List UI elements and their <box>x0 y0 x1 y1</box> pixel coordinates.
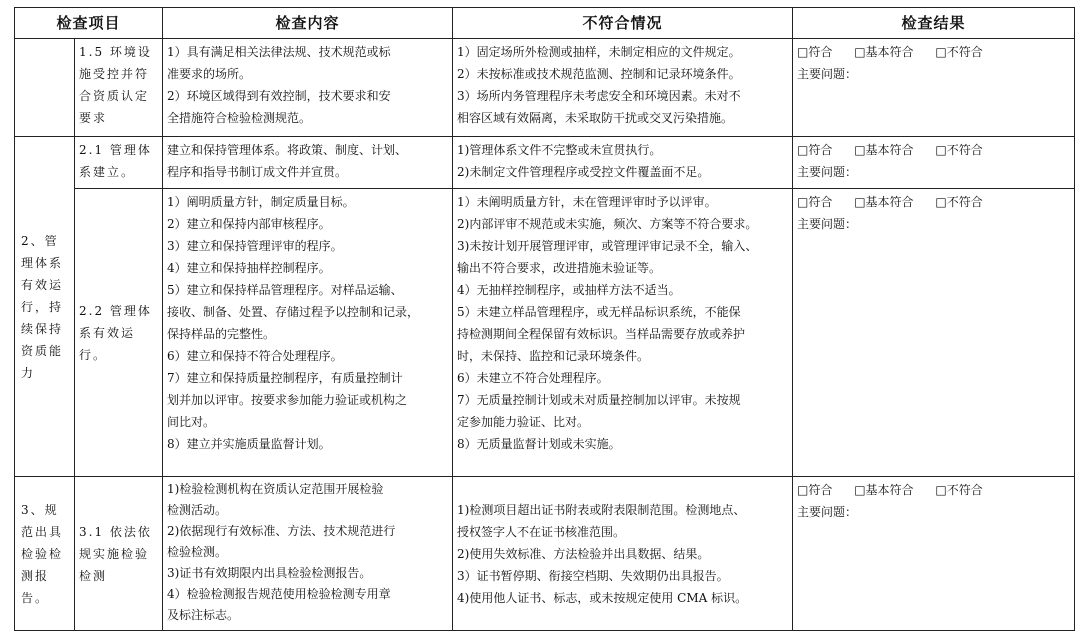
header-row <box>15 8 1075 39</box>
nonconformity-line: 时，未保持、监控和记录环境条件。 <box>457 349 650 363</box>
content-line: 1）阐明质量方针，制定质量目标。 <box>167 195 355 209</box>
option-conform[interactable]: □符合 <box>797 195 833 209</box>
issue-label: 主要问题： <box>797 67 858 81</box>
header-result: 检查结果 <box>793 8 1075 39</box>
content-line: 检测活动。 <box>167 503 228 517</box>
table-row <box>15 189 1075 477</box>
content-line: 3）建立和保持管理评审的程序。 <box>167 239 343 253</box>
content-cell <box>163 189 453 477</box>
option-conform[interactable]: □符合 <box>797 45 833 59</box>
result-cell <box>793 477 1075 631</box>
content-line: 6）建立和保持不符合处理程序。 <box>167 349 343 363</box>
option-conform[interactable]: □符合 <box>797 483 833 497</box>
table-row <box>15 39 1075 137</box>
content-line: 接收、制备、处置、存储过程予以控制和记录， <box>167 305 420 319</box>
subitem-cell: 2.2 管理体系有效运行。 <box>75 189 163 477</box>
nonconformity-line: 6）未建立不符合处理程序。 <box>457 371 609 385</box>
nonconformity-line: 持检测期间全程保留有效标识。当样品需要存放或养护 <box>457 327 746 341</box>
content-line: 间比对。 <box>167 415 216 429</box>
nonconformity-line: 授权签字人不在证书核准范围。 <box>457 524 626 539</box>
nonconformity-line: 1)管理体系文件不完整或未宣贯执行。 <box>457 143 662 157</box>
nonconformity-line: 1）未阐明质量方针，未在管理评审时予以评审。 <box>457 195 717 209</box>
nonconformity-line: 定参加能力验证、比对。 <box>457 415 590 429</box>
subitem-cell: 1.5 环境设施受控并符合资质认定要求 <box>75 39 163 137</box>
issue-label: 主要问题： <box>797 505 858 519</box>
content-cell <box>163 39 453 137</box>
option-basic-conform[interactable]: □基本符合 <box>854 45 914 59</box>
nonconformity-line: 2)未制定文件管理程序或受控文件覆盖面不足。 <box>457 165 710 179</box>
nonconformity-line: 3）场所内务管理程序未考虑安全和环境因素。未对不 <box>457 89 741 103</box>
issue-label: 主要问题： <box>797 165 858 179</box>
content-line: 4）建立和保持抽样控制程序。 <box>167 261 331 275</box>
content-line: 保持样品的完整性。 <box>167 327 276 341</box>
option-conform[interactable]: □符合 <box>797 143 833 157</box>
content-cell <box>163 477 453 631</box>
content-line: 程序和指导书制订成文件并宣贯。 <box>167 165 348 179</box>
inspection-table <box>14 7 1075 631</box>
category-cell: 3、规范出具检验检测报告。 <box>15 477 75 631</box>
content-line: 1）具有满足相关法律法规、技术规范或标 <box>167 45 391 59</box>
result-cell <box>793 39 1075 137</box>
content-line: 及标注标志。 <box>167 608 240 622</box>
content-line: 准要求的场所。 <box>167 67 252 81</box>
option-basic-conform[interactable]: □基本符合 <box>854 143 914 157</box>
content-line: 划并加以评审。按要求参加能力验证或机构之 <box>167 393 408 407</box>
header-content: 检查内容 <box>163 8 453 39</box>
nonconformity-line: 1)检测项目超出证书附表或附表限制范围。检测地点、 <box>457 502 746 517</box>
nonconformity-cell <box>453 477 793 631</box>
content-line: 1)检验检测机构在资质认定范围开展检验 <box>167 482 384 496</box>
nonconformity-line: 相容区域有效隔离，未采取防干扰或交叉污染措施。 <box>457 111 734 125</box>
subitem-cell: 3.1 依法依规实施检验检测 <box>75 477 163 631</box>
category-cell <box>15 39 75 137</box>
content-line: 8）建立并实施质量监督计划。 <box>167 437 331 451</box>
nonconformity-cell <box>453 189 793 477</box>
option-nonconform[interactable]: □不符合 <box>935 483 983 497</box>
option-basic-conform[interactable]: □基本符合 <box>854 195 914 209</box>
result-cell <box>793 189 1075 477</box>
header-nonconformity: 不符合情况 <box>453 8 793 39</box>
nonconformity-line: 2）未按标准或技术规范监测、控制和记录环境条件。 <box>457 67 741 81</box>
nonconformity-line: 1）固定场所外检测或抽样，未制定相应的文件规定。 <box>457 45 741 59</box>
table-row <box>15 137 1075 189</box>
nonconformity-line: 7）无质量控制计划或未对质量控制加以评审。未按规 <box>457 393 741 407</box>
content-line: 全措施符合检验检测规范。 <box>167 111 312 125</box>
content-line: 2）环境区域得到有效控制，技术要求和安 <box>167 89 391 103</box>
content-line: 建立和保持管理体系。将政策、制度、计划、 <box>167 143 408 157</box>
category-cell: 2、管理体系有效运行，持续保持资质能力 <box>15 137 75 477</box>
nonconformity-line: 4）无抽样控制程序，或抽样方法不适当。 <box>457 283 681 297</box>
content-line: 2）建立和保持内部审核程序。 <box>167 217 331 231</box>
nonconformity-line: 3）证书暂停期、衔接空档期、失效期仍出具报告。 <box>457 568 729 583</box>
nonconformity-line: 5）未建立样品管理程序，或无样品标识系统，不能保 <box>457 305 741 319</box>
content-line: 3)证书有效期限内出具检验检测报告。 <box>167 566 372 580</box>
option-basic-conform[interactable]: □基本符合 <box>854 483 914 497</box>
content-line: 检验检测。 <box>167 545 228 559</box>
option-nonconform[interactable]: □不符合 <box>935 195 983 209</box>
nonconformity-line: 8）无质量监督计划或未实施。 <box>457 437 621 451</box>
nonconformity-line: 3)未按计划开展管理评审，或管理评审记录不全，输入、 <box>457 239 758 253</box>
table-row <box>15 477 1075 631</box>
content-line: 5）建立和保持样品管理程序。对样品运输、 <box>167 283 403 297</box>
subitem-cell: 2.1 管理体系建立。 <box>75 137 163 189</box>
content-line: 7）建立和保持质量控制程序，有质量控制计 <box>167 371 403 385</box>
nonconformity-line: 2)内部评审不规范或未实施，频次、方案等不符合要求。 <box>457 217 758 231</box>
issue-label: 主要问题： <box>797 217 858 231</box>
option-nonconform[interactable]: □不符合 <box>935 143 983 157</box>
nonconformity-line: 2)使用失效标准、方法检验并出具数据、结果。 <box>457 546 710 561</box>
content-line: 4）检验检测报告规范使用检验检测专用章 <box>167 587 391 601</box>
result-cell <box>793 137 1075 189</box>
header-item: 检查项目 <box>15 8 163 39</box>
content-line: 2)依据现行有效标准、方法、技术规范进行 <box>167 524 396 538</box>
nonconformity-cell <box>453 137 793 189</box>
nonconformity-line: 输出不符合要求，改进措施未验证等。 <box>457 261 662 275</box>
nonconformity-line: 4)使用他人证书、标志，或未按规定使用 CMA 标识。 <box>457 590 748 605</box>
option-nonconform[interactable]: □不符合 <box>935 45 983 59</box>
nonconformity-cell <box>453 39 793 137</box>
content-cell <box>163 137 453 189</box>
